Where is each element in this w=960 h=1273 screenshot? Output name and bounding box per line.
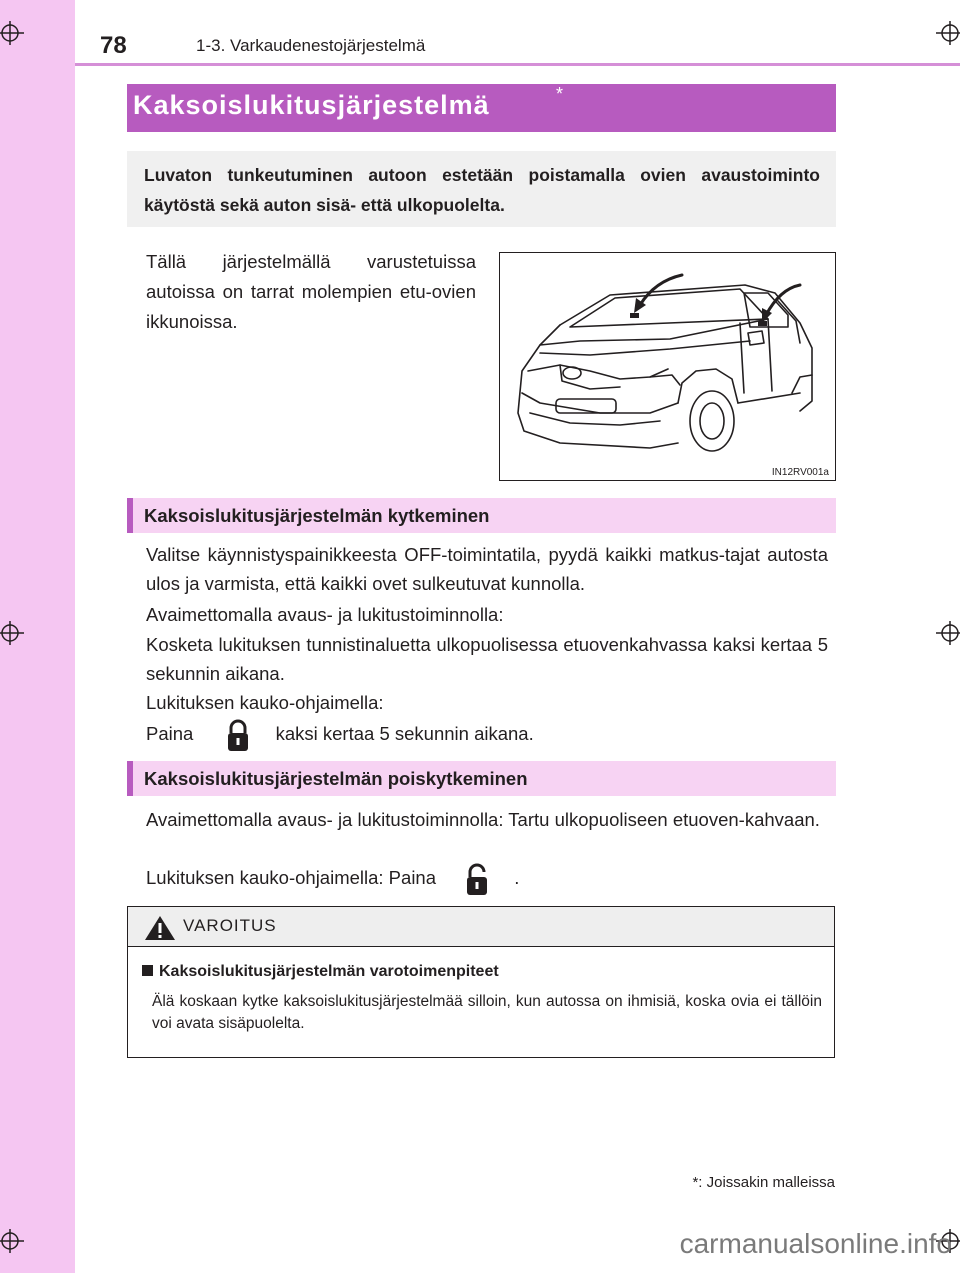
press-text: Lukituksen kauko-ohjaimella: Paina [146,866,437,888]
remote-label: Lukituksen kauko-ohjaimella: [146,692,384,713]
warning-box [127,906,835,1058]
disable-remote-instruction [146,861,519,897]
warning-label: VAROITUS [183,916,277,935]
footnote [692,1174,835,1191]
unlock-icon [459,861,495,897]
header-rule [75,63,960,66]
registration-mark-icon [0,1226,30,1256]
registration-mark-icon [930,18,960,48]
car-illustration [499,252,836,481]
keyless-instruction: Kosketa lukituksen tunnistinaluetta ulkopuolisessa etuovenkahvassa kaksi kertaa 5 sekunnin aikana. [146,634,828,684]
registration-mark-icon [930,618,960,648]
page-title: Kaksoislukitusjärjestelmä [133,90,490,120]
title-asterisk: * [556,84,564,104]
intro-text: Luvaton tunkeutuminen autoon estetään poistamalla ovien avaustoiminto käytöstä sekä auton sisä- että ulkopuolelta. [144,165,820,215]
press-twice-text: kaksi kertaa 5 sekunnin aikana. [275,722,534,744]
keyless-label: Avaimettomalla avaus- ja lukitustoiminnolla: [146,604,504,625]
press-text: Paina [146,722,194,744]
warning-text: Älä koskaan kytke kaksoislukitusjärjestelmää silloin, kun autossa on ihmisiä, koska ovia ei tällöin voi avata sisäpuolelta. [152,993,822,1032]
suv-drawing-icon [500,253,835,480]
period-text: . [514,866,520,888]
watermark: carmanualsonline.info [679,1228,952,1259]
remote-instruction-lock [146,717,534,753]
disable-keyless-instruction: Avaimettomalla avaus- ja lukitustoiminnolla: Tartu ulkopuoliseen etuoven-kahvaan. [146,809,820,830]
subheading-disable: Kaksoislukitusjärjestelmän poiskytkeminen [144,768,528,789]
warning-header [128,907,834,947]
subheading-enable: Kaksoislukitusjärjestelmän kytkeminen [144,505,490,526]
warning-triangle-icon [144,915,176,941]
equipment-note: Tällä järjestelmällä varustetuissa autoissa on tarrat molempien etu-ovien ikkunoissa. [146,251,476,332]
bullet-square-icon [142,965,153,976]
warning-subheading [142,963,499,981]
footnote-asterisk: * [692,1174,699,1191]
registration-mark-icon [0,618,30,648]
section-title: 1-3. Varkaudenestojärjestelmä [196,36,426,55]
footnote-text: : Joissakin malleissa [698,1174,835,1191]
figure-code: IN12RV001a [771,467,829,478]
warning-subheading-text: Kaksoislukitusjärjestelmän varotoimenpiteet [159,963,499,980]
lock-icon [220,717,256,753]
page-number: 78 [100,32,127,59]
registration-mark-icon [0,18,30,48]
enable-instruction: Valitse käynnistyspainikkeesta OFF-toimintatila, pyydä kaikki matkus-tajat autosta ulos ja varmista, että kaikki ovet sulkeutuvat kunnolla. [146,544,828,594]
